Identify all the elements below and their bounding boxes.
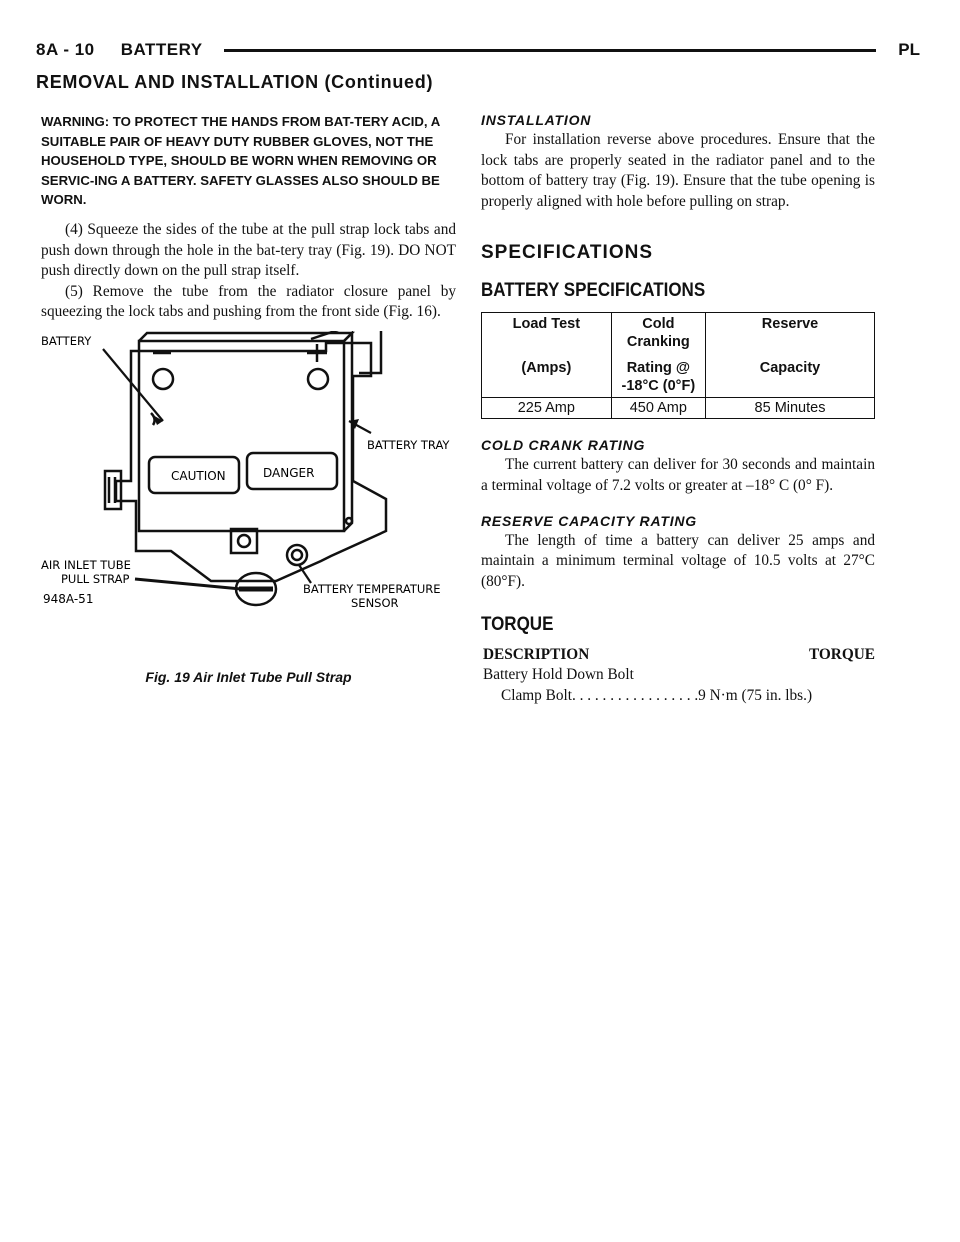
table-cell: 450 Amp: [611, 398, 705, 419]
table-cell: 225 Amp: [482, 398, 612, 419]
installation-heading: INSTALLATION: [481, 112, 592, 128]
col-load-test-label: Load Test: [512, 316, 581, 333]
header-rule: [224, 49, 876, 52]
reserve-capacity-heading: RESERVE CAPACITY RATING: [481, 512, 697, 529]
table-cell: 85 Minutes: [706, 398, 875, 419]
col-load-test: [482, 313, 612, 398]
reserve-capacity-text: The length of time a battery can deliver 25 amps and maintain a minimum terminal voltage of 10.5 volts at 27°C (80°F).: [481, 531, 875, 590]
torque-col-description: DESCRIPTION: [483, 646, 590, 664]
warning-text: WARNING: TO PROTECT THE HANDS FROM BAT-TERY ACID, A SUITABLE PAIR OF HEAVY DUTY RUBBER GLOVES, NOT THE HOUSEHOLD TYPE, SHOULD BE WORN WHEN REMOVING OR SERVIC-ING A BATTERY. SAFETY GLASSES ALSO SHOULD BE WORN.: [41, 114, 440, 208]
fig-danger-label: DANGER: [263, 465, 315, 480]
fig-code: 948A-51: [43, 591, 94, 606]
left-column: [41, 112, 456, 685]
torque-item: Clamp Bolt. . . . . . . . . . . . . . . . .9 N·m (75 in. lbs.): [501, 687, 813, 705]
col-reserve-label: Reserve: [761, 316, 819, 333]
col-cold-cranking: [611, 313, 705, 398]
col-reserve: [706, 313, 875, 398]
battery-tray-illustration: [41, 331, 456, 661]
torque-table-header: [481, 646, 875, 664]
battery-spec-table: [481, 312, 875, 419]
fig-battery-label: BATTERY: [41, 333, 92, 348]
torque-item: Battery Hold Down Bolt: [483, 666, 634, 684]
fig-tray-label: BATTERY TRAY: [367, 437, 450, 452]
right-column: [481, 112, 875, 706]
fig-pull-strap-label: PULL STRAP: [61, 571, 130, 586]
figure-battery-tray: [41, 331, 456, 661]
torque-col-torque: TORQUE: [808, 646, 875, 664]
col-cranking-label: Cranking: [626, 334, 690, 351]
fig-sensor-label-1: BATTERY TEMPERATURE: [303, 581, 441, 596]
installation-text: For installation reverse above procedures. Ensure that the lock tabs are properly seated in the radiator panel and to the bottom of battery tray (Fig. 19). Ensure that the tube opening is properly aligned with hole before pulling on strap.: [481, 131, 875, 210]
cold-crank-text: The current battery can deliver for 30 seconds and maintain a terminal voltage of 7.2 volts or greater at –18° C (0° F).: [481, 456, 875, 494]
step-4-text: (4) Squeeze the sides of the tube at the pull strap lock tabs and push down through the hole in the bat-tery tray (Fig. 19). DO NOT push directly down on the pull strap itself.: [41, 220, 456, 280]
col-amps-label: (Amps): [521, 360, 572, 377]
specifications-heading: SPECIFICATIONS: [481, 242, 653, 264]
section-continued-title: REMOVAL AND INSTALLATION (Continued): [36, 72, 434, 92]
col-capacity-label: Capacity: [759, 360, 821, 377]
col-rating-label: Rating @: [626, 360, 690, 377]
cold-crank-heading: COLD CRANK RATING: [481, 437, 646, 454]
col-temp-label: -18°C (0°F): [621, 378, 696, 395]
fig-air-inlet-label: AIR INLET TUBE: [41, 557, 131, 572]
page-number-label: 8A - 10 BATTERY: [36, 40, 203, 59]
col-cold-label: Cold: [642, 316, 675, 333]
torque-heading: TORQUE: [481, 612, 554, 635]
figure-caption: Fig. 19 Air Inlet Tube Pull Strap: [145, 668, 352, 685]
fig-sensor-label-2: SENSOR: [351, 595, 399, 610]
model-code: PL: [898, 40, 920, 59]
battery-specifications-heading: BATTERY SPECIFICATIONS: [481, 278, 706, 301]
fig-caution-label: CAUTION: [171, 468, 226, 483]
step-5-text: (5) Remove the tube from the radiator closure panel by squeezing the lock tabs and pushing from the front side (Fig. 16).: [41, 282, 456, 321]
page-header: [36, 40, 924, 76]
